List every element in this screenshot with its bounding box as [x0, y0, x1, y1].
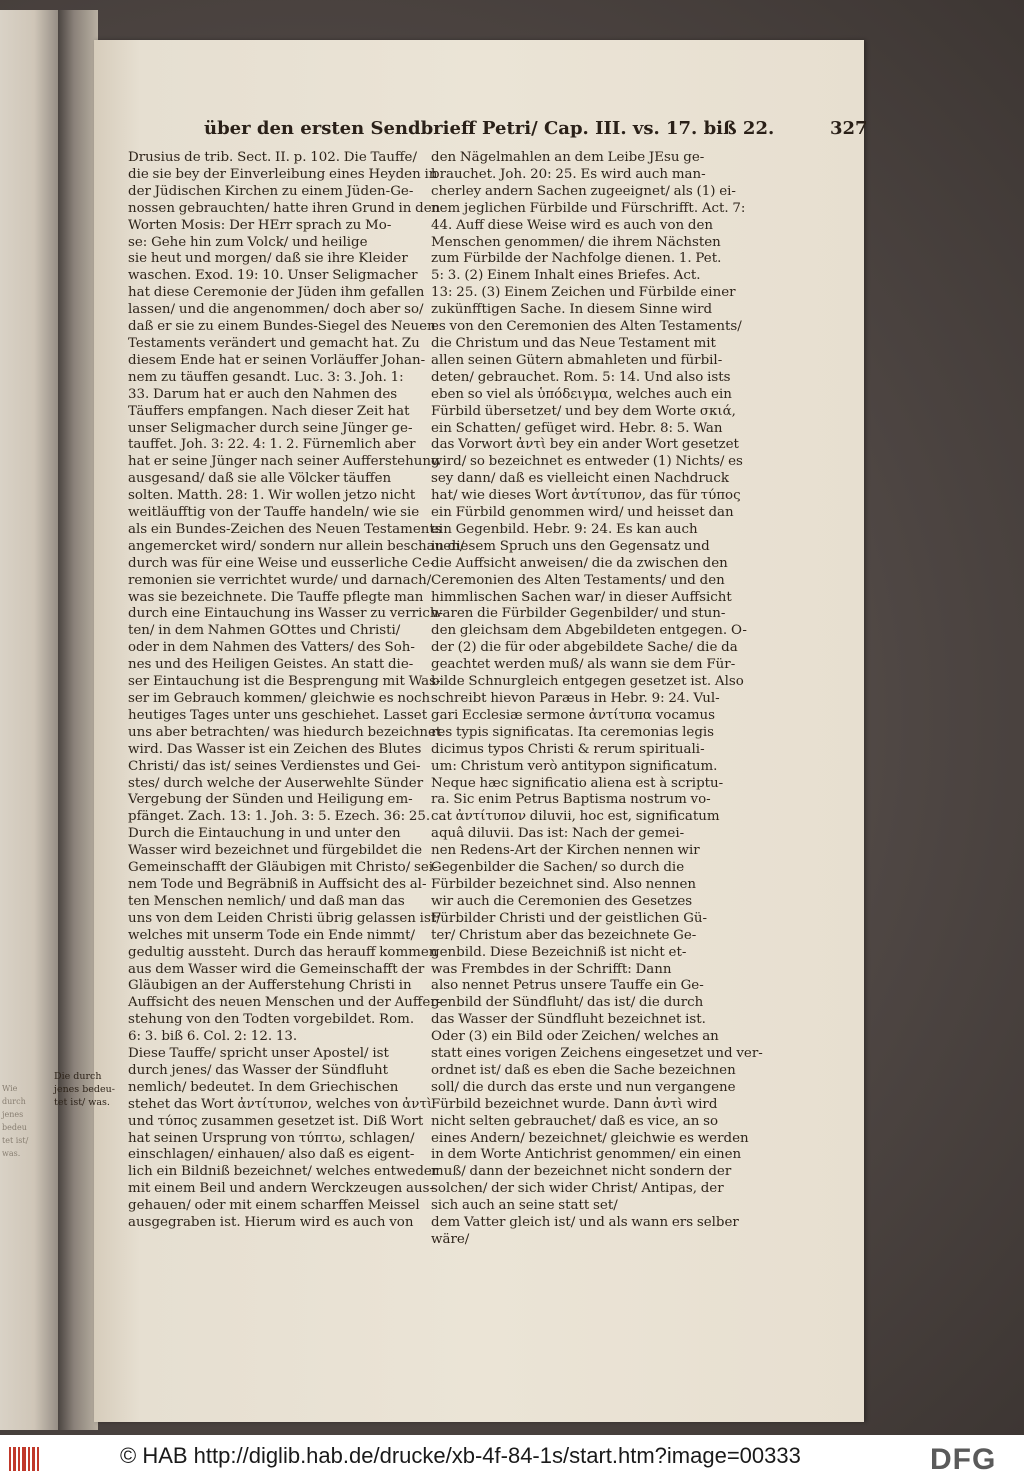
text-line: zukünfftigen Sache. In diesem Sinne wird	[431, 302, 713, 318]
margin-note-line: tet ist/ was.	[54, 1097, 110, 1108]
text-line: gedultig aussteht. Durch das herauff kommen	[128, 944, 438, 960]
text-line: statt eines vorigen Zeichens eingesetzet und ver-	[431, 1046, 763, 1062]
text-line: Gläubigen an der Aufferstehung Christi in	[128, 978, 412, 994]
text-line: ausgesand/ daß sie alle Völcker täuffen	[128, 471, 392, 487]
text-line: die sie bey der Einverleibung eines Heyden in	[128, 166, 438, 182]
text-line: diesem Ende hat er seinen Vorläuffer Johan-	[128, 352, 426, 368]
text-line: durch eine Eintauchung ins Wasser zu verrich-	[128, 606, 443, 622]
text-line: angemercket wird/ sondern nur allein beschauen/	[128, 538, 465, 554]
text-line: wird. Das Wasser ist ein Zeichen des Blutes	[128, 741, 422, 757]
previous-page-edge	[0, 10, 62, 1430]
copyright-url[interactable]: © HAB http://diglib.hab.de/drucke/xb-4f-84-1s/start.htm?image=00333	[120, 1443, 801, 1468]
text-line: eines Andern/ bezeichnet/ gleichwie es werden	[431, 1130, 749, 1146]
text-line: ordnet ist/ daß es eben die Sache bezeichnen	[431, 1062, 736, 1078]
footer-bar	[0, 1435, 1024, 1481]
text-line: lich ein Bildniß bezeichnet/ welches entweder	[128, 1164, 439, 1180]
text-line: Drusius de trib. Sect. II. p. 102. Die Tauffe/	[128, 150, 417, 165]
text-line: nem zu täuffen gesandt. Luc. 3: 3. Joh. 1:	[128, 369, 404, 385]
barcode-icon	[8, 1445, 42, 1473]
text-line: uns aber betrachten/ was hiedurch bezeichnet	[128, 724, 442, 740]
text-line: Oder (3) ein Bild oder Zeichen/ welches an	[431, 1029, 719, 1045]
text-line: ein Fürbild genommen wird/ und heisset dan	[431, 505, 734, 521]
text-line: nicht selten gebrauchet/ daß es vice, an so	[431, 1113, 719, 1129]
right-text-column	[431, 150, 763, 1249]
text-line: Fürbilder Christi und der geistlichen Gü-	[431, 910, 708, 926]
text-line: was sie bezeichnete. Die Tauffe pflegte man	[128, 589, 424, 605]
text-line: ein Schatten/ gefüget wird. Hebr. 8: 5. Wan	[431, 420, 723, 436]
book-page	[54, 40, 868, 1422]
text-line: dicimus typos Christi & rerum spirituali-	[431, 741, 705, 757]
text-line: die Christum und das Neue Testament mit	[431, 335, 716, 351]
text-line: 33. Darum hat er auch den Nahmen des	[128, 386, 398, 402]
text-line: waschen. Exod. 19: 10. Unser Seligmacher	[128, 268, 418, 284]
text-line: 44. Auff diese Weise wird es auch von den	[431, 217, 714, 233]
text-line: uns von dem Leiden Christi übrig gelassen ist/	[128, 910, 441, 926]
text-line: stehung von den Todten vorgebildet. Rom.	[128, 1012, 415, 1028]
text-line: pfänget. Zach. 13: 1. Joh. 3: 5. Ezech. 36: 25.	[128, 809, 431, 825]
text-line: solchen/ der sich wider Christ/ Antipas, der	[431, 1181, 724, 1197]
text-line: himmlischen Sachen war/ in dieser Auffsicht	[431, 589, 732, 605]
text-line: allen seinen Gütern abmahleten und fürbil-	[431, 352, 723, 368]
text-line: der (2) die für oder abgebildete Sache/ die da	[431, 640, 738, 656]
text-line: nem Tode und Begräbniß in Auffsicht des al-	[128, 876, 427, 892]
text-line: es von den Ceremonien des Alten Testaments/	[431, 319, 742, 335]
text-line: ausgegraben ist. Hierum wird es auch von	[128, 1215, 414, 1231]
text-line: um: Christum verò antitypon significatum.	[431, 758, 718, 774]
text-line: das Wasser der Sündfluht bezeichnet ist.	[431, 1012, 706, 1028]
text-line: ein Gegenbild. Hebr. 9: 24. Es kan auch	[431, 521, 698, 537]
text-line: Worten Mosis: Der HErr sprach zu Mo-	[128, 217, 392, 233]
text-line: nes und des Heiligen Geistes. An statt die-	[128, 657, 414, 673]
text-line: also nennet Petrus unsere Tauffe ein Ge-	[431, 978, 704, 994]
text-line: se: Gehe hin zum Volck/ und heilige	[128, 234, 368, 250]
text-line: solten. Matth. 28: 1. Wir wollen jetzo nicht	[128, 488, 416, 504]
prev-note-line: jenes bedeu	[2, 1110, 27, 1132]
text-line: bilde Schnurgleich entgegen gesetzet ist. Also	[431, 674, 744, 690]
text-line: Gegenbilder die Sachen/ so durch die	[431, 860, 685, 876]
text-line: sey dann/ daß es vielleicht einen Nachdruck	[431, 471, 729, 487]
text-line: hat seinen Ursprung von τύπτω, schlagen/	[128, 1130, 415, 1146]
text-line: genbild. Diese Bezeichniß ist nicht et-	[431, 944, 687, 960]
text-line: Gemeinschafft der Gläubigen mit Christo/ sei-	[128, 860, 438, 876]
text-line: remonien sie verrichtet wurde/ und darnach/	[128, 572, 432, 588]
dfg-logo: DFG	[930, 1443, 997, 1476]
text-line: stes/ durch welche der Auserwehlte Sünder	[128, 775, 424, 791]
text-line: cherley andern Sachen zugeeignet/ als (1) ei-	[431, 183, 736, 199]
text-line: die Auffsicht anweisen/ die da zwischen den	[431, 555, 728, 571]
text-line: Auffsicht des neuen Menschen und der Auffer-	[128, 995, 442, 1011]
text-line: heutiges Tages unter uns geschiehet. Lasset	[128, 707, 428, 723]
text-line: ter/ Christum aber das bezeichnete Ge-	[431, 927, 697, 943]
text-line: als ein Bundes-Zeichen des Neuen Testaments	[128, 521, 442, 537]
book-spine	[58, 10, 98, 1430]
text-line: ser Eintauchung ist die Besprengung mit Was-	[128, 674, 441, 690]
text-line: was Frembdes in der Schrifft: Dann	[431, 961, 672, 977]
text-line: weitläufftig von der Tauffe handeln/ wie sie	[128, 505, 420, 521]
text-line: oder in dem Nahmen des Vatters/ des Soh-	[128, 640, 415, 656]
text-line: geachtet werden muß/ als wann sie dem Für-	[431, 657, 736, 673]
text-line: Fürbild bezeichnet wurde. Dann ἀντὶ wird	[431, 1096, 718, 1112]
text-line: das Vorwort ἀντὶ bey ein ander Wort gesetzet	[431, 437, 739, 453]
text-line: Vergebung der Sünden und Heiligung em-	[128, 792, 413, 808]
text-line: Neque hæc significatio aliena est à scriptu-	[431, 775, 724, 791]
text-line: Fürbilder bezeichnet sind. Also nennen	[431, 876, 697, 892]
previous-page-margin-text	[2, 1082, 38, 1160]
text-line: durch jenes/ das Wasser der Sündfluht	[128, 1062, 389, 1078]
text-line: stehet das Wort ἀντίτυπον, welches von ἀντὶ	[128, 1096, 433, 1112]
running-header: über den ersten Sendbrieff Petri/ Cap. III. vs. 17. biß 22.	[204, 118, 775, 139]
margin-note-line: jenes bedeu-	[54, 1084, 115, 1095]
text-line: tauffet. Joh. 3: 22. 4: 1. 2. Fürnemlich aber	[128, 437, 416, 453]
text-line: soll/ die durch das erste und nun vergangene	[431, 1079, 736, 1095]
left-text-column	[128, 150, 465, 1232]
text-line: ra. Sic enim Petrus Baptisma nostrum vo-	[431, 792, 711, 808]
text-line: nossen gebrauchten/ hatte ihren Grund in den	[128, 200, 441, 216]
text-line: sich auch an seine statt set/	[431, 1198, 618, 1214]
margin-note-line: Die durch	[54, 1071, 102, 1082]
text-line: gari Ecclesiæ sermone ἀντίτυπα vocamus	[431, 707, 716, 723]
text-line: zum Fürbilde der Nachfolge dienen. 1. Pet.	[431, 251, 722, 267]
text-line: der Jüdischen Kirchen zu einem Jüden-Ge-	[128, 183, 414, 199]
text-line: Christi/ das ist/ seines Verdienstes und Gei-	[128, 758, 421, 774]
text-line: durch was für eine Weise und eusserliche Ce-	[128, 555, 435, 571]
text-line: wir auch die Ceremonien des Gesetzes	[431, 893, 693, 909]
text-line: Diese Tauffe/ spricht unser Apostel/ ist	[128, 1046, 389, 1062]
text-line: in diesem Spruch uns den Gegensatz und	[431, 538, 710, 554]
text-line: deten/ gebrauchet. Rom. 5: 14. Und also ists	[431, 369, 731, 385]
text-line: hat er seine Jünger nach seiner Aufferstehung	[128, 454, 440, 470]
text-line: dem Vatter gleich ist/ und als wann ers selber	[431, 1215, 739, 1231]
text-line: 6: 3. biß 6. Col. 2: 12. 13.	[128, 1029, 298, 1045]
text-line: nen Redens-Art der Kirchen nennen wir	[431, 843, 700, 859]
text-line: 13: 25. (3) Einem Zeichen und Fürbilde einer	[431, 285, 736, 301]
text-line: welches mit unserm Tode ein Ende nimmt/	[128, 927, 416, 943]
text-line: genbild der Sündfluht/ das ist/ die durch	[431, 995, 704, 1011]
text-line: aquâ diluvii. Das ist: Nach der gemei-	[431, 826, 685, 842]
text-line: Durch die Eintauchung in und unter den	[128, 826, 401, 842]
text-line: ten/ in dem Nahmen GOttes und Christi/	[128, 623, 401, 639]
text-line: Menschen genommen/ die ihrem Nächsten	[431, 234, 721, 250]
text-line: Fürbild übersetzet/ und bey dem Worte σκιά,	[431, 403, 736, 419]
text-line: ser im Gebrauch kommen/ gleichwie es noch	[128, 691, 431, 706]
text-line: 5: 3. (2) Einem Inhalt eines Briefes. Act.	[431, 268, 701, 284]
text-line: res typis significatas. Ita ceremonias legis	[431, 724, 715, 740]
text-line: einschlagen/ einhauen/ also daß es eigent-	[128, 1147, 415, 1163]
text-line: ten Menschen nemlich/ und daß man das	[128, 893, 405, 909]
text-line: daß er sie zu einem Bundes-Siegel des Neuen	[128, 319, 436, 335]
text-line: und τύπος zusammen gesetzet ist. Diß Wort	[128, 1113, 424, 1129]
text-line: Ceremonien des Alten Testaments/ und den	[431, 572, 725, 588]
prev-note-line: tet ist/ was.	[2, 1136, 29, 1158]
margin-note	[54, 1070, 124, 1109]
text-line: den gleichsam dem Abgebildeten entgegen. O-	[431, 623, 747, 639]
text-line: hat/ wie dieses Wort ἀντίτυπον, das für τύπος	[431, 488, 741, 504]
text-line: hat diese Ceremonie der Jüden ihm gefallen	[128, 285, 425, 301]
text-line: Täuffers empfangen. Nach dieser Zeit hat	[128, 403, 410, 419]
text-line: muß/ dann der bezeichnet nicht sondern der	[431, 1164, 732, 1180]
text-line: brauchet. Joh. 20: 25. Es wird auch man-	[431, 166, 706, 182]
text-line: lassen/ und die angenommen/ doch aber so/	[128, 302, 424, 318]
prev-note-line: Wie durch	[2, 1084, 26, 1106]
text-line: cat ἀντίτυπον diluvii, hoc est, significatum	[431, 809, 720, 825]
text-line: sie heut und morgen/ daß sie ihre Kleider	[128, 251, 408, 267]
text-line: unser Seligmacher durch seine Jünger ge-	[128, 420, 413, 436]
text-line: gehauen/ oder mit einem scharffen Meissel	[128, 1198, 420, 1214]
text-line: eben so viel als ὑπόδειγμα, welches auch ein	[431, 386, 732, 402]
text-line: nem jeglichen Fürbilde und Fürschrifft. Act. 7:	[431, 200, 746, 216]
text-line: schreibt hievon Paræus in Hebr. 9: 24. Vul-	[431, 691, 720, 706]
text-line: Testaments verändert und gemacht hat. Zu	[128, 335, 420, 351]
text-line: aus dem Wasser wird die Gemeinschafft der	[128, 961, 425, 977]
text-line: wird/ so bezeichnet es entweder (1) Nichts/ es	[431, 454, 743, 470]
text-line: waren die Fürbilder Gegenbilder/ und stun-	[431, 606, 726, 622]
text-line: mit einem Beil und andern Werckzeugen aus-	[128, 1181, 434, 1197]
text-line: den Nägelmahlen an dem Leibe JEsu ge-	[431, 150, 705, 165]
text-line: wäre/	[431, 1232, 470, 1247]
text-line: in dem Worte Antichrist genommen/ ein einen	[431, 1147, 742, 1163]
text-line: Wasser wird bezeichnet und fürgebildet die	[128, 843, 423, 859]
page-number: 327	[830, 118, 868, 139]
text-line: nemlich/ bedeutet. In dem Griechischen	[128, 1079, 399, 1095]
